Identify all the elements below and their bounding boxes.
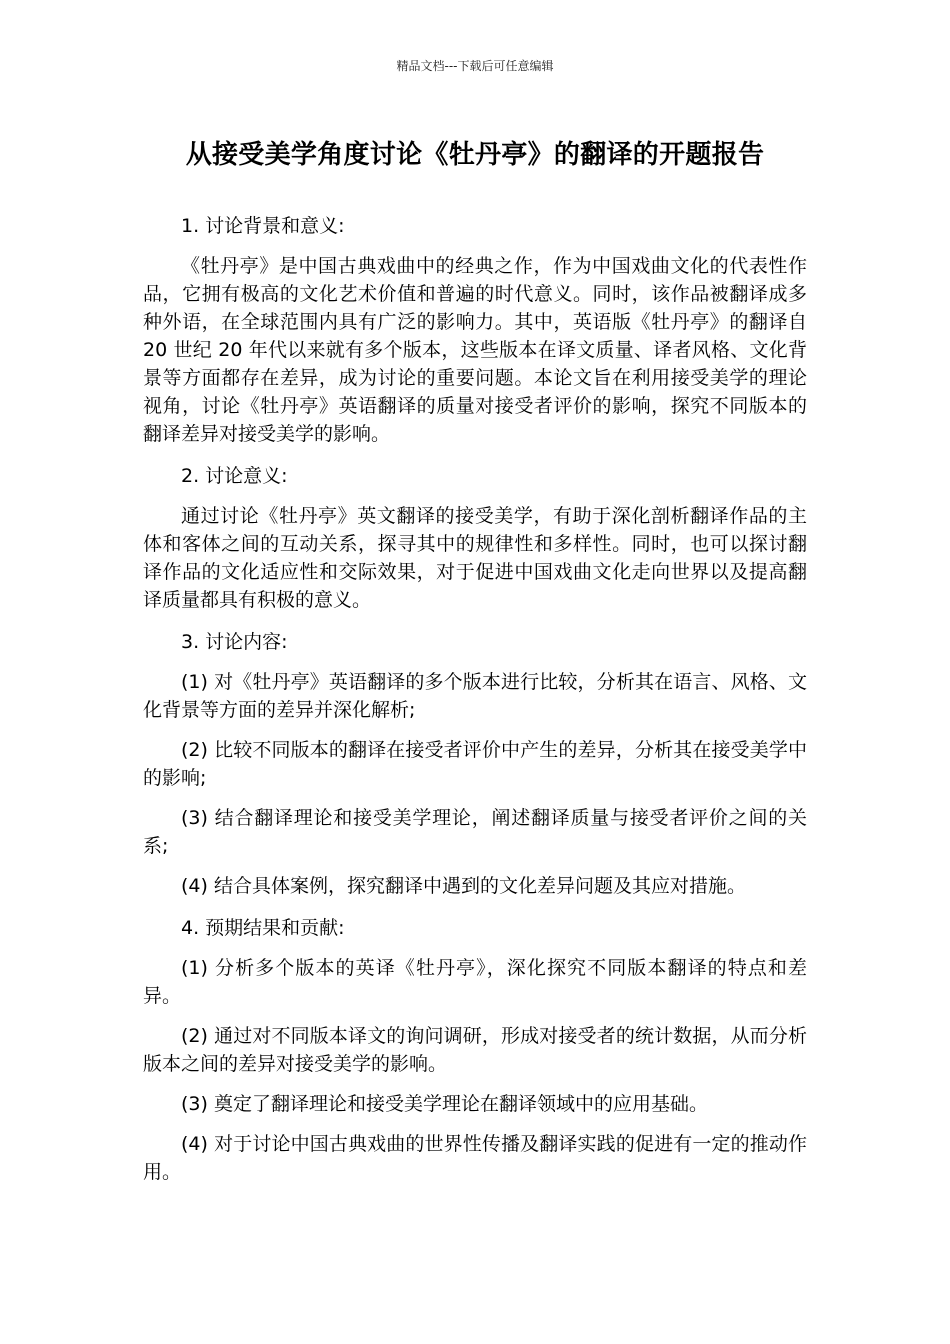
document-body	[143, 212, 807, 1186]
result-item-4: (4) 对于讨论中国古典戏曲的世界性传播及翻译实践的促进有一定的推动作用。	[143, 1133, 807, 1183]
content-item-3: (3) 结合翻译理论和接受美学理论，阐述翻译质量与接受者评价之间的关系;	[143, 807, 807, 857]
section-heading-content: 3. 讨论内容:	[181, 631, 288, 653]
content-item-2: (2) 比较不同版本的翻译在接受者评价中产生的差异，分析其在接受美学中的影响;	[143, 739, 807, 789]
content-item-4: (4) 结合具体案例，探究翻译中遇到的文化差异问题及其应对措施。	[181, 875, 746, 897]
result-item-1: (1) 分析多个版本的英译《牡丹亭》，深化探究不同版本翻译的特点和差异。	[143, 957, 807, 1007]
document-title: 从接受美学角度讨论《牡丹亭》的翻译的开题报告	[185, 140, 765, 170]
content-item-1: (1) 对《牡丹亭》英语翻译的多个版本进行比较，分析其在语言、风格、文化背景等方面的差异并深化解析;	[143, 671, 807, 721]
result-item-3: (3) 奠定了翻译理论和接受美学理论在翻译领域中的应用基础。	[181, 1093, 708, 1115]
page-header: 精品文档---下载后可任意编辑	[396, 59, 554, 73]
section-heading-background: 1. 讨论背景和意义:	[181, 215, 345, 237]
result-item-2: (2) 通过对不同版本译文的询问调研，形成对接受者的统计数据，从而分析版本之间的差异对接受美学的影响。	[143, 1025, 807, 1075]
section-heading-expected-results: 4. 预期结果和贡献:	[181, 917, 345, 939]
section-heading-significance: 2. 讨论意义:	[181, 465, 288, 487]
paragraph-background: 《牡丹亭》是中国古典戏曲中的经典之作，作为中国戏曲文化的代表性作品，它拥有极高的文化艺术价值和普遍的时代意义。同时，该作品被翻译成多种外语，在全球范围内具有广泛的影响力。其中，英语版《牡丹亭》的翻译自 20 世纪 20 年代以来就有多个版本，这些版本在译文质量、译者风格、文化背景等方面都存在差异，成为讨论的重要问题。本论文旨在利用接受美学的理论视角，讨论《牡丹亭》英语翻译的质量对接受者评价的影响，探究不同版本的翻译差异对接受美学的影响。	[143, 255, 807, 445]
paragraph-significance: 通过讨论《牡丹亭》英文翻译的接受美学，有助于深化剖析翻译作品的主体和客体之间的互动关系，探寻其中的规律性和多样性。同时，也可以探讨翻译作品的文化适应性和交际效果，对于促进中国戏曲文化走向世界以及提高翻译质量都具有积极的意义。	[143, 505, 807, 611]
